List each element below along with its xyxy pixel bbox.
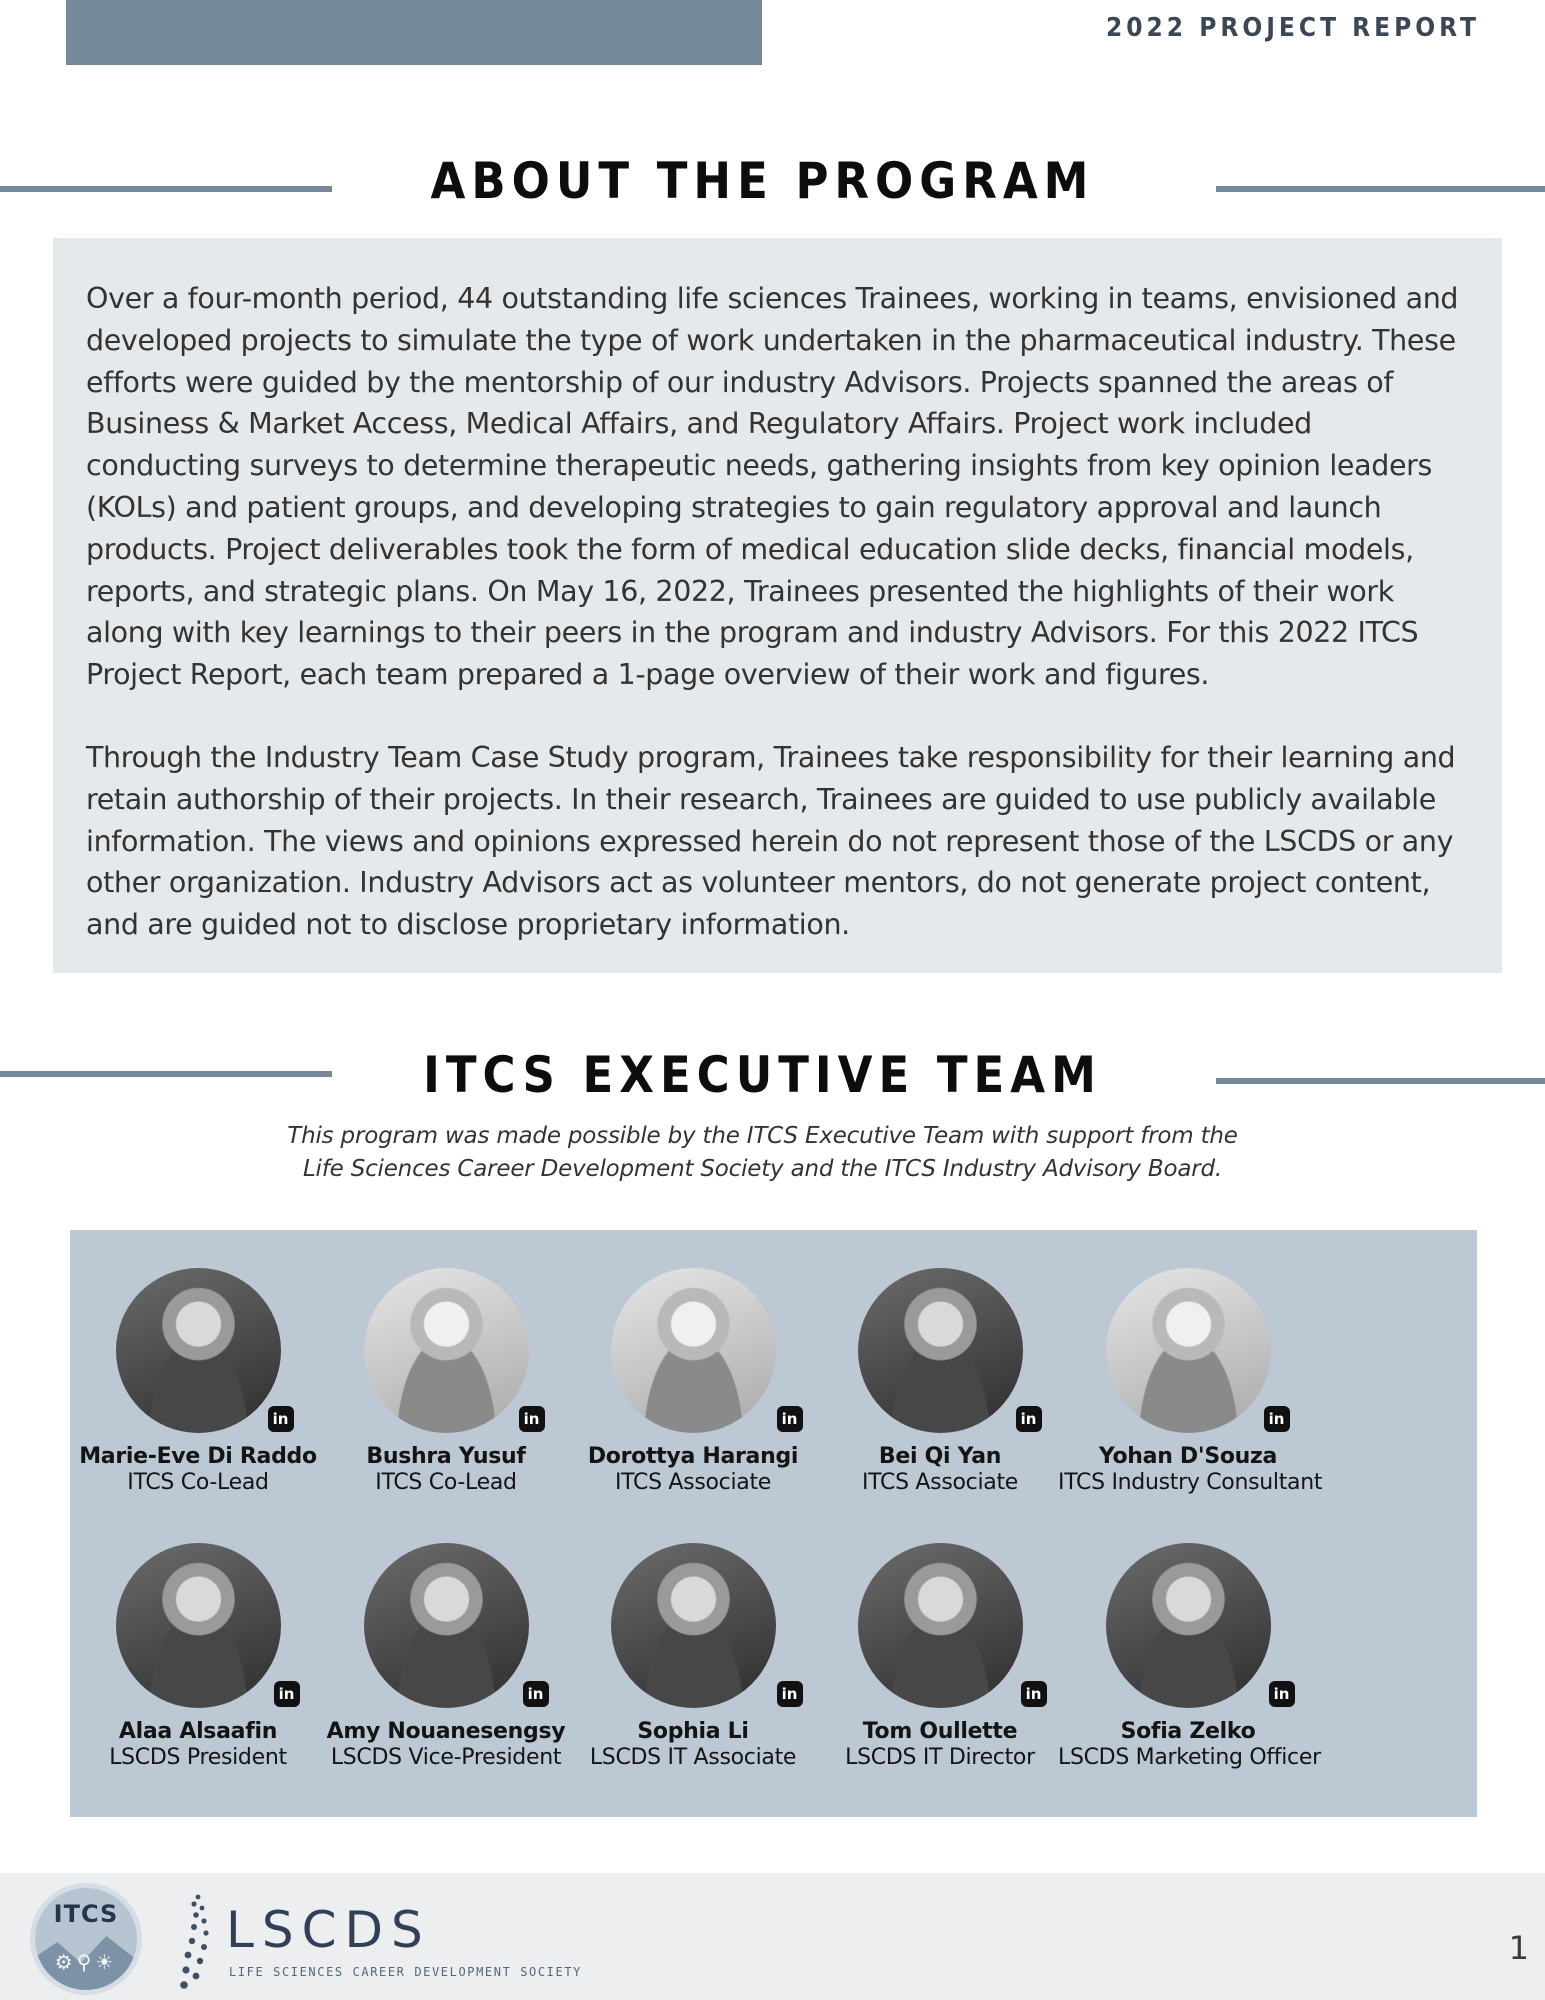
footer xyxy=(0,1873,1545,2000)
member-name: Alaa Alsaafin xyxy=(118,1719,278,1744)
member-name: Bei Qi Yan xyxy=(878,1444,1002,1469)
itcs-logo-text: ITCS xyxy=(53,1900,119,1928)
dna-helix-icon xyxy=(176,1891,222,1991)
member-card xyxy=(810,1543,1070,1771)
member-card xyxy=(1058,1543,1321,1771)
page-number: 1 xyxy=(1508,1929,1529,1967)
member-card xyxy=(810,1268,1070,1496)
linkedin-icon[interactable]: in xyxy=(1264,1406,1290,1432)
linkedin-icon[interactable]: in xyxy=(268,1406,294,1432)
member-name: Dorottya Harangi xyxy=(587,1444,799,1469)
linkedin-icon[interactable]: in xyxy=(519,1406,545,1432)
linkedin-icon[interactable]: in xyxy=(1269,1681,1295,1707)
team-subtitle: This program was made possible by the ITCS Executive Team with support from the Life Sciences Career Development Society and the ITCS Industry Advisory Board. xyxy=(287,1123,1238,1182)
member-photo xyxy=(611,1543,798,1708)
member-photo xyxy=(364,1543,544,1708)
member-card xyxy=(316,1543,576,1771)
member-name: Amy Nouanesengsy xyxy=(326,1719,566,1744)
linkedin-icon[interactable]: in xyxy=(523,1681,549,1707)
member-name: Bushra Yusuf xyxy=(366,1444,526,1469)
member-role: ITCS Associate xyxy=(861,1470,1019,1495)
member-photo xyxy=(858,1268,1037,1433)
member-photo xyxy=(116,1543,295,1708)
member-name: Sofia Zelko xyxy=(1120,1719,1256,1744)
member-name: Tom Oullette xyxy=(862,1719,1018,1744)
member-photo xyxy=(611,1268,798,1433)
about-paragraph-2: Through the Industry Team Case Study program, Trainees take responsibility for their learning and retain authorship of their projects. In their research, Trainees are guided to use publicly available information. The views and opinions expressed herein do not represent those of the LSCDS or any other organization. Industry Advisors act as volunteer mentors, do not generate project content, and are guided not to disclose proprietary information. xyxy=(86,740,1456,942)
member-role: LSCDS President xyxy=(109,1745,287,1770)
linkedin-icon[interactable]: in xyxy=(1021,1681,1047,1707)
member-photo xyxy=(858,1543,1042,1708)
member-photo xyxy=(364,1268,540,1433)
about-section xyxy=(53,238,1502,973)
member-name: Yohan D'Souza xyxy=(1098,1444,1278,1469)
lscds-wordmark: LSCDS xyxy=(226,1901,431,1959)
member-name: Marie-Eve Di Raddo xyxy=(79,1444,317,1469)
header-accent-bar xyxy=(66,0,762,65)
member-role: LSCDS Vice-President xyxy=(330,1745,562,1770)
member-photo xyxy=(1106,1268,1285,1433)
linkedin-icon[interactable]: in xyxy=(1016,1406,1042,1432)
member-card xyxy=(68,1268,328,1496)
itcs-logo xyxy=(30,1883,142,1995)
itcs-logo-icons: ⚙⚲☀ xyxy=(54,1950,118,1974)
linkedin-icon[interactable]: in xyxy=(777,1681,803,1707)
about-title: ABOUT THE PROGRAM xyxy=(430,152,1095,210)
member-role: ITCS Co-Lead xyxy=(127,1470,269,1495)
report-tag: 2022 PROJECT REPORT xyxy=(1105,13,1480,43)
member-role: LSCDS Marketing Officer xyxy=(1058,1745,1321,1770)
member-role: ITCS Industry Consultant xyxy=(1058,1470,1323,1495)
member-role: ITCS Co-Lead xyxy=(375,1470,517,1495)
member-name: Sophia Li xyxy=(637,1719,749,1744)
member-card xyxy=(1058,1268,1323,1496)
member-card xyxy=(316,1268,576,1496)
member-card xyxy=(68,1543,328,1771)
team-section xyxy=(70,1230,1477,1817)
lscds-tagline: LIFE SCIENCES CAREER DEVELOPMENT SOCIETY xyxy=(229,1965,582,1979)
member-role: LSCDS IT Associate xyxy=(589,1745,797,1770)
linkedin-icon[interactable]: in xyxy=(274,1681,300,1707)
member-card xyxy=(563,1268,823,1496)
member-photo xyxy=(116,1268,289,1433)
linkedin-icon[interactable]: in xyxy=(777,1406,803,1432)
about-paragraph-1: Over a four-month period, 44 outstanding life sciences Trainees, working in teams, envisioned and developed projects to simulate the type of work undertaken in the pharmaceutical industry. These efforts were guided by the mentorship of our industry Advisors. Projects spanned the areas of Business & Market Access, Medical Affairs, and Regulatory Affairs. Project work included conducting surveys to determine therapeutic needs, gathering insights from key opinion leaders (KOLs) and patient groups, and developing strategies to gain regulatory approval and launch products. Project deliverables took the form of medical education slide decks, financial models, reports, and strategic plans. On May 16, 2022, Trainees presented the highlights of their work along with key learnings to their peers in the program and industry Advisors. For this 2022 ITCS Project Report, each team prepared a 1-page overview of their work and figures. xyxy=(86,282,1459,692)
member-role: LSCDS IT Director xyxy=(845,1745,1035,1770)
member-card xyxy=(563,1543,823,1771)
member-photo xyxy=(1106,1543,1290,1708)
member-role: ITCS Associate xyxy=(614,1470,772,1495)
team-title: ITCS EXECUTIVE TEAM xyxy=(423,1046,1102,1104)
